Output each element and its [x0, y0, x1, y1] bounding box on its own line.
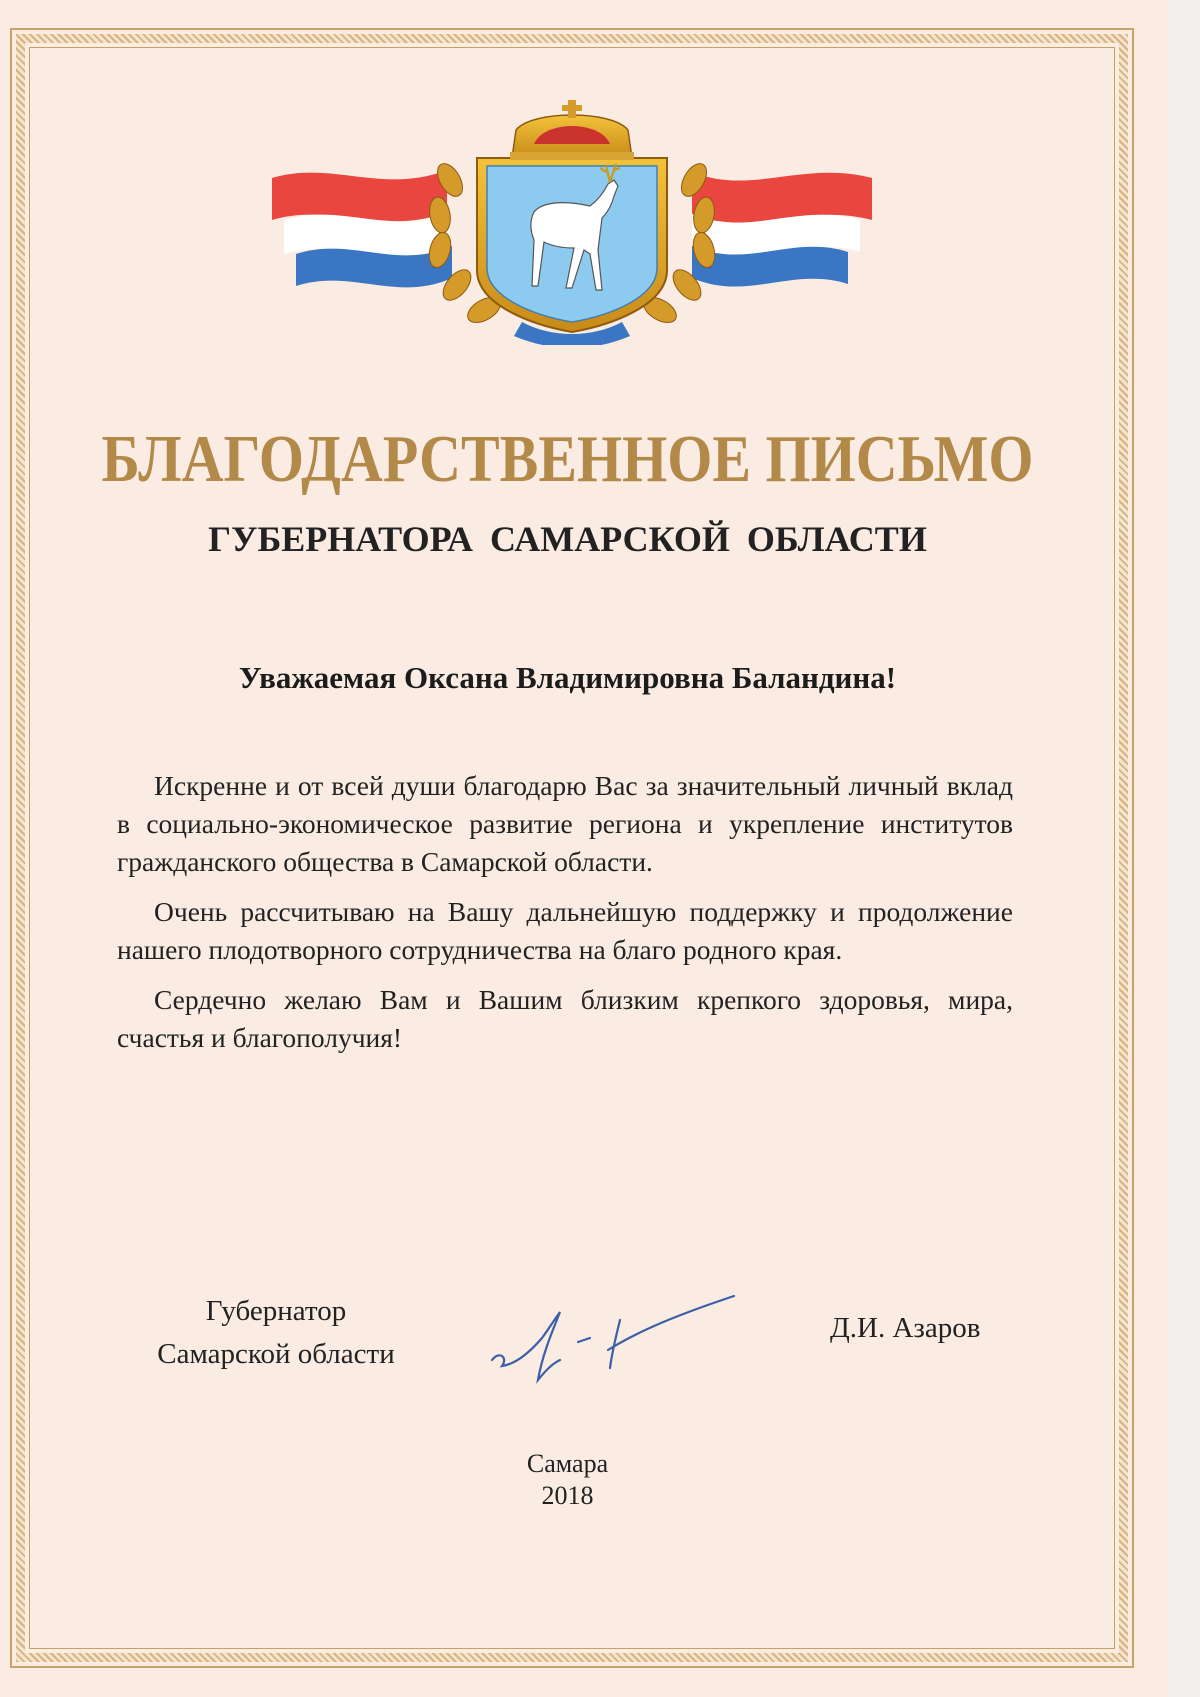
letter-subtitle: ГУБЕРНАТОРА САМАРСКОЙ ОБЛАСТИ	[208, 519, 927, 559]
letter-title: БЛАГОДАРСТВЕННОЕ ПИСЬМО	[101, 421, 1034, 496]
place-and-year	[0, 1448, 1135, 1512]
letter-body	[117, 767, 1013, 1069]
handwritten-signature	[490, 1280, 750, 1400]
place: Самара	[526, 1449, 609, 1478]
crown-icon	[510, 100, 634, 160]
right-flag-icon	[692, 172, 872, 287]
samara-coat-of-arms-icon	[272, 100, 872, 345]
scan-margin	[1168, 0, 1200, 1697]
body-paragraph: Искренне и от всей души благодарю Вас за значительный личный вклад в социально-экономическое развитие региона и укрепление институтов гражданского общества в Самарской области.	[117, 770, 1013, 877]
greeting: Уважаемая Оксана Владимировна Баландина!	[238, 660, 897, 695]
left-flag-icon	[272, 170, 452, 287]
year: 2018	[541, 1481, 594, 1510]
signatory-title	[116, 1290, 436, 1376]
signatory-title-line1: Губернатор	[205, 1295, 347, 1327]
signatory-title-line2: Самарской области	[157, 1338, 395, 1370]
signatory-name: Д.И. Азаров	[830, 1312, 981, 1344]
body-paragraph: Сердечно желаю Вам и Вашим близким крепкого здоровья, мира, счастья и благополучия!	[117, 984, 1013, 1053]
body-paragraph: Очень рассчитываю на Вашу дальнейшую поддержку и продолжение нашего плодотворного сотрудничества на благо родного края.	[117, 896, 1013, 965]
